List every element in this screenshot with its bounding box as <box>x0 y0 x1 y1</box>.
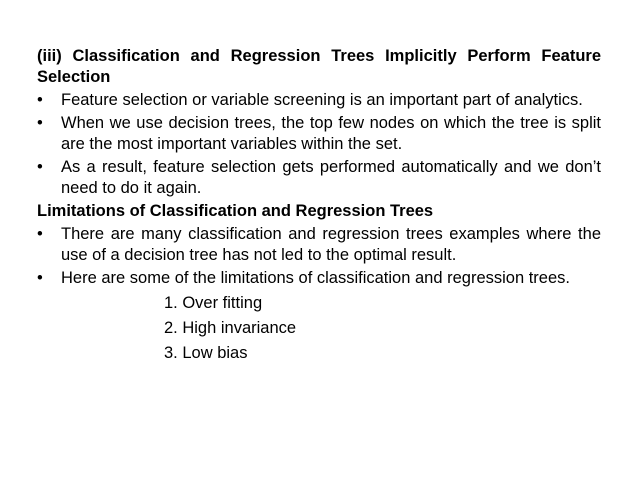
bullet-text: When we use decision trees, the top few nodes on which the tree is split are the most important variables within the set. <box>61 114 601 153</box>
bullet-text: As a result, feature selection gets performed automatically and we don’t need to do it again. <box>61 158 601 197</box>
bullet-marker: • <box>37 91 43 109</box>
bullet-item <box>37 268 601 289</box>
bullet-item <box>37 90 601 111</box>
limitation-item-high-invariance: 2. High invariance <box>164 319 297 337</box>
limitation-item-low-bias: 3. Low bias <box>164 344 248 362</box>
bullet-item <box>37 224 601 266</box>
bullet-marker: • <box>37 225 43 243</box>
section-heading-feature-selection: (iii) Classification and Regression Trees Implicitly Perform Feature Selection <box>37 47 601 86</box>
bullet-text: There are many classification and regression trees examples where the use of a decision tree has not led to the optimal result. <box>61 225 601 264</box>
bullet-text: Here are some of the limitations of classification and regression trees. <box>61 269 570 287</box>
bullet-item <box>37 157 601 199</box>
bullet-item <box>37 113 601 155</box>
bullet-marker: • <box>37 158 43 176</box>
bullet-text: Feature selection or variable screening is an important part of analytics. <box>61 91 583 109</box>
limitations-numbered-list <box>37 293 601 364</box>
limitations-bullet-list <box>37 224 601 289</box>
bullet-marker: • <box>37 269 43 287</box>
limitation-item-over-fitting: 1. Over fitting <box>164 294 263 312</box>
bullet-marker: • <box>37 114 43 132</box>
section-heading-limitations: Limitations of Classification and Regression Trees <box>37 202 434 220</box>
feature-selection-bullet-list <box>37 90 601 199</box>
